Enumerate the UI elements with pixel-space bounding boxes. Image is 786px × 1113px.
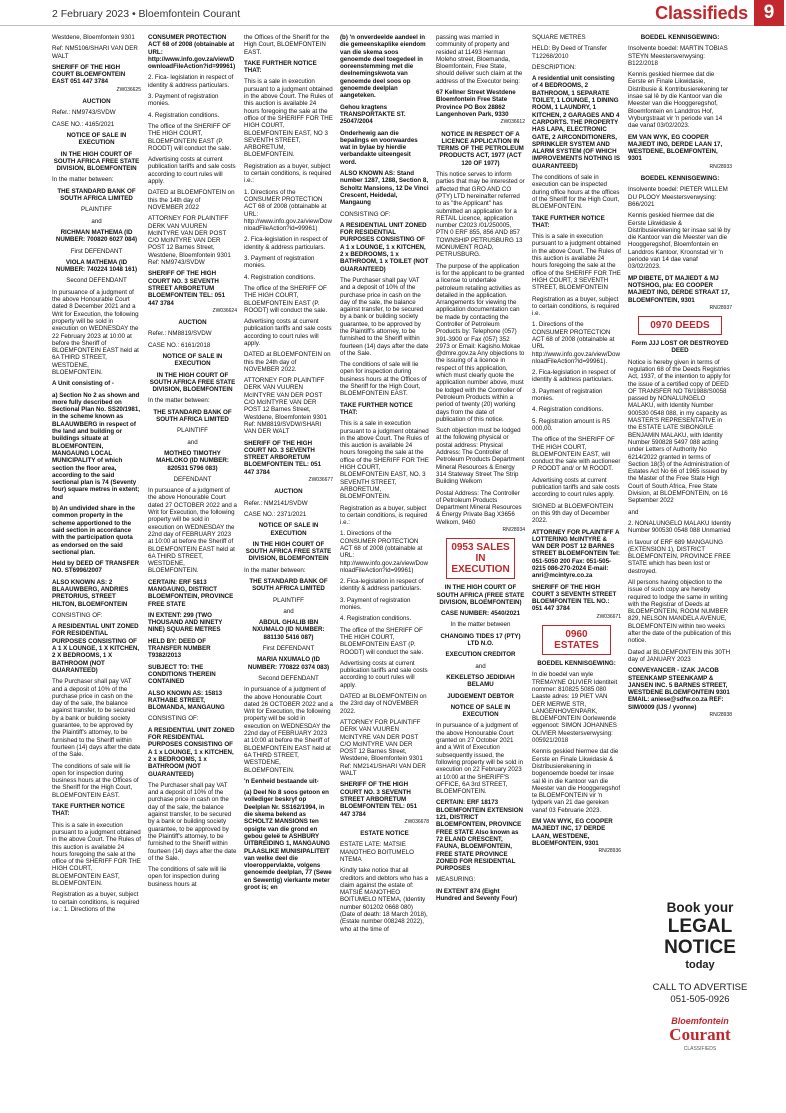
notice-text: CONSUMER PROTECTION ACT 68 of 2008 (obtainable at URL: http://www.info.gov.za/view/DownloadFileAction?id=99961) [148, 34, 236, 71]
notice-text: Kennis geskied hiermee dat die Eerste en Finale Likwidasie, Distribusie & Kontribusierekening ter insae sal lê by die Kantoor van die Meester van die Hooggeregshof, Bloemfontein en Landdros Hof, Vryburgstraat vir 'n periode van 14 dae vanaf 03/02/2023. [628, 71, 729, 130]
notice-text: SIGNED at BLOEMFONTEIN on this 9th day of December 2022. [532, 502, 614, 525]
notice-text: CHANGING TIDES 17 (PTY) LTD N.O. [440, 632, 521, 648]
promo-phone: 051-505-0926 [670, 994, 730, 1005]
notice-text: NOTICE OF SALE IN EXECUTION [162, 352, 223, 368]
notice-text: This is a sale in execution pursuant to a judgment obtained in the above Court. The Rules of this auction is available 24 hours foregoing the sale at the office of the SHERIFF FOR THE HIGH COURT, BLOEMFONTEIN EAST, NO. 3 SEVENTH STREET, ARBORETUM, BLOEMFONTEIN. [340, 420, 429, 501]
reference-number: ZW036671 [596, 613, 621, 620]
notice-text: (b) 'n onverdeelde aandeel in die gemeenskaplike eiendom van die skema soos genoemde deel toegedeel in ooreenstemming met die deelnemingskwota van genoemde deel soos op genoemde deelplan aangeteken. [340, 34, 426, 100]
notice-text: Such objection must be lodged at the following physical or postal address: Physical Address: The Controller of Petroleum Products Department Mineral Resources & Energy 314 Stateway Street The Strip Building Welkom [436, 427, 525, 486]
section-heading-box: 0953 SALES IN EXECUTION [446, 538, 515, 579]
notice-text: MARIA NXUMALO (ID NUMBER: 770822 0374 083) [247, 656, 330, 671]
notice-text: ALSO KNOWN AS: Stand number 1287, 1288, Section 8, Scholtz Mansions, 12 De Vinci Crescent, Heidedal, Mangaung [340, 170, 429, 207]
column-2 [148, 34, 237, 1109]
notice-text: 3. Payment of registration monies. [340, 596, 411, 612]
notice-text: First DEFENDANT [262, 645, 315, 653]
notice-text: TAKE FURTHER NOTICE THAT: [52, 803, 125, 818]
notice-text: IN THE HIGH COURT OF SOUTH AFRICA FREE STATE DIVISION, BLOEMFONTEIN [53, 150, 140, 173]
notice-text: ATTORNEY FOR PLAINTIFF DERK VAN VUUREN McINTYRE VAN DER POST C/O McINTYRE VAN DER POST 12 Barnes Street, Westdene, Bloemfontein 9301 Ref: NM2141/SHARI VAN DER WALT [340, 718, 426, 778]
notice-text: BOEDEL KENNISGEWING: [640, 34, 720, 41]
page-number: 9 [754, 0, 784, 26]
notice-text: CONSISTING OF: [340, 210, 391, 218]
notice-text: In pursuance of a judgment of the above Honourable Court granted on 27 October 2021 and a Writ of Execution subsequently issued, the following property will be sold in execution on 22 February 2023 at 10:00 at the SHERIFF'S OFFICE, 6A 3rd STREET, BLOEMFONTEIN. [436, 722, 524, 796]
notice-text: TAKE FURTHER NOTICE THAT: [244, 59, 317, 75]
notice-text: Insolvente boedel: PIETER WILLEM DU PLOOY Meestersverwysing: B66/2021 [628, 186, 728, 208]
notice-text: AUCTION [178, 319, 207, 327]
notice-text: TAKE FURTHER NOTICE THAT: [532, 214, 605, 229]
notice-text: In die boedel van wyle TREMAYNE OLIVIER Identiteit nommer: 810825 5085 080 Laaste adres: 19 PIET VAN DER MERWE STR, LANGENHOVENPARK, BLOEMFONTEIN Oorlewende eggenoot: SIMON JOHANNES OLIVIER Meestersverwysing: 005921/2018 [532, 671, 618, 745]
column-5 [436, 34, 525, 1109]
notice-text: CONSISTING OF: [52, 611, 103, 619]
notice-text: MP DIBETE, DT MAJIEDT & MJ NOTSHOG, p/a: EG COOPER MAJIEDT ING, DERDE STRAAT 17, BLOEMFONTEIN, 9301 [628, 274, 730, 304]
notice-text: 4. Registration conditions. [244, 273, 316, 281]
notice-text: 2. NONALUNGELO MALAKU Identity Number 900530 0548 088 Unmarried [628, 519, 732, 535]
notice-text: Registration as a buyer, subject to certain conditions, is required i.e.: 1. Directions of the [52, 891, 140, 913]
notice-text: SHERIFF OF THE HIGH COURT NO. 3 SEVENTH STREET ARBORETUM BLOEMFONTEIN TEL: 051 447 3784 [244, 439, 322, 476]
notice-text: The conditions of sale will lie open for inspection during business hours at [148, 866, 227, 888]
notice-text: IN THE HIGH COURT OF SOUTH AFRICA FREE STATE DIVISION, BLOEMFONTEIN [245, 540, 332, 563]
notice-text: 5. Registration amount is R5 000,00. [532, 417, 611, 432]
section-heading-box: 0970 DEEDS [638, 316, 722, 335]
notice-text: The Purchaser shall pay VAT and a deposit of 10% of the purchase price in cash on the day of the sale, the balance against transfer, to be secured by a bank or building society guarantee, to be approved by the Plaintiff's attorney, to be furnished to the Sheriff within fourteen (14) days after the date of the Sale. [340, 276, 429, 357]
notice-text: b) An undivided share in the common property in the scheme apportioned to the said section in accordance with the participation quota as endorsed on the said sectional plan. [52, 505, 135, 556]
notice-text: A RESIDENTIAL UNIT ZONED FOR RESIDENTIAL PURPOSES CONSISTING OF A 1 x LOUNGE, 1 x KITCHEN, 2 x BEDROOMS, 1 x BATHROOM (NOT GUARANTEED) [148, 726, 235, 778]
notice-text: NOTICE OF SALE IN EXECUTION [450, 703, 511, 719]
notice-text: Notice is hereby given in terms of regulation 68 of the Deeds Registries Act, 1937, of the intention to apply for the issue of a certified copy of DEED OF TRANSFER NO T6/1988/S0058 passed by NONALUNGELO MALAKU, with Identity Number 900530 0548 088, in my capacity as MASTER'S REPRESENTATIVE in the ESTATE LATE SIBONGILE BENJAMIN MALAKU, with Identity Number 590828 5497 088 acting under Letters of Authority No 6214/2022 granted in terms of Section 18(3) of the Administration of Estates Act No 66 of 1965 issued by the Master of the Free State High Court of South Africa, Free State Division, at BLOEMFONTEIN, on 16 September 2022 [628, 358, 731, 505]
notice-text: The Purchaser shall pay VAT and a deposit of 10% of the purchase price in cash on the day of the sale, the balance against transfer, to be secured by a bank or building society guarantee, to be approved by the Plaintiff's attorney, to be furnished to the Sheriff within fourteen (14) days after the date of the Sale. [52, 678, 141, 759]
notice-text: 3. Payment of registration monies. [148, 93, 219, 108]
notice-text: DESCRIPTION: [532, 63, 577, 71]
reference-number: ZW036625 [116, 86, 141, 93]
notice-text: ATTORNEY FOR PLAINTIFF DERK VAN VUUREN McINTYRE VAN DER POST C/O McINTYRE VAN DER POST 12 Barnes Street, Westdene, Bloemfontein 9301 Ref: NM9743/SVDW [148, 215, 231, 267]
notice-text: DATED at BLOEMFONTEIN on this the 24th day of NOVEMBER 2022. [244, 351, 331, 373]
notice-text: CASE NO.: 6161/2018 [148, 341, 211, 349]
notice-text: In the matter between [450, 621, 511, 629]
notice-text: A RESIDENTIAL UNIT ZONED FOR RESIDENTIAL PURPOSES CONSISTING OF A 1 X LOUNGE, 1 X KITCHEN, 2 X BEDROOMS, 1 X BATHROOM (NOT GUARANTEED) [52, 623, 140, 674]
notice-text: Form JJJ LOST OR DESTROYED DEED [631, 340, 729, 355]
notice-text: This is a sale in execution pursuant to a judgment obtained in the above Court. The Rules of this auction is available 24 hours foregoing the sale at the office of the SHERIFF FOR THE HIGH COURT, BLOEMFONTEIN EAST, NO 3 SEVENTH STREET, ARBORETUM, BLOEMFONTEIN. [244, 78, 333, 159]
notice-text: Advertising costs at current publication tariffs and sale costs according to court rules will apply. [244, 318, 332, 347]
notice-text: and [283, 607, 294, 615]
notice-text: SHERIFF OF THE HIGH COURT NO. 3 SEVENTH STREET ARBORETUM BLOEMFONTEIN TEL: 051 447 3784 [340, 781, 418, 818]
notice-text: In the matter between: [52, 176, 114, 184]
notice-text: The purpose of the application is for the applicant to be granted a license to undertake petroleum retailing activities as detailed in the application. Arrangements for viewing the application documentation can be made by contacting the Controller of Petroleum Products by: Telephone (057) 391-3900 or Fax (057) 352 2973 or Email: Kagisho.Mokae @dmre.gov.za Any objections to the issuing of a licence in respect of this application, which must clearly quote the application number above, must be lodged with the Controller of Petroleum Products within a period of twenty (20) working days from the date of publication of this notice. [436, 262, 525, 423]
notice-text: The office of the SHERIFF OF THE HIGH COURT, BLOEMFONTEIN EAST (P. ROODT) will conduct the sale. [244, 284, 328, 314]
notice-text: the Offices of the Sheriff for the High Court, BLOEMFONTEIN EAST. [244, 34, 330, 56]
notice-text: This notice serves to inform parties that may be interested or affected that GRO AND CO (PTY) LTD hereinafter referred to as "the Applicant" has submitted an application for a RETAIL Licence, application number C2023 /01/250005, PTN 0 ERF 855, 856 AND 857 TOWNSHIP PETRUSBURG 13 MONUMENT ROAD, PETRUSBURG. [436, 171, 525, 259]
notice-text: ALSO KNOWN AS: 15813 RATHABE STREET, BLOMANDA, MANGAUNG [148, 689, 225, 712]
notice-text: The conditions of sale will lie open for inspection during business hours at the Offices of the Sheriff for the High Court, BLOEMFONTEIN EAST. [52, 762, 139, 799]
notice-text: 67 Kellner Street Westdene Bloemfontein Free State Province PO Box 28862 Langenhoven Park, 9330 [436, 89, 516, 118]
notice-text: A RESIDENTIAL UNIT ZONED FOR RESIDENTIAL PURPOSES CONSISTING OF A 1 x LOUNGE, 1 x KITCHEN, 2 x BEDROOMS, 1 x BATHROOM, 1 x TOILET (NOT GUARANTEED) [340, 221, 429, 273]
notice-text: EXECUTION CREDITOR [445, 651, 516, 659]
notice-text: Registration as a buyer, subject to certain conditions, is required i.e.: [244, 162, 332, 185]
notice-text: 1. Directions of the CONSUMER PROTECTION ACT 68 of 2008 (obtainable at URL: http://www.info.gov.za/view/DownloadFileAction?id=99961) [340, 530, 428, 574]
reference-number: ZW036624 [212, 307, 237, 314]
notice-text: Advertising costs at current publication tariffs and sale costs according to court rules will apply. [340, 659, 428, 689]
promo-line-1: Book your [666, 900, 734, 915]
column-6 [532, 34, 621, 1109]
notice-text: HELD BY: DEED OF TRANSFER NUMBER T9382/2013 [148, 637, 211, 660]
notice-text: PLAINTIFF [273, 596, 304, 604]
section-title: Classifieds [655, 3, 748, 23]
notice-text: CASE NO.: 4165/2021 [52, 120, 115, 128]
notice-text: NOTICE OF SALE IN EXECUTION [66, 131, 127, 147]
notice-text: Gehou kragtens TRANSPORTAKTE ST. 25047/2004 [340, 103, 406, 126]
notice-text: SHERIFF OF THE HIGH COURT BLOEMFONTEIN EAST 051 447 3784 [52, 63, 126, 86]
notice-text: CASE NUMBER: 4540/2021 [440, 610, 521, 618]
notice-text: SHERIFF OF THE HIGH COURT NO. 3 SEVENTH STREET ARBORETUM BLOEMFONTEIN TEL: 051 447 3784 [148, 270, 226, 307]
notice-text: CONVEYANCER - IZAK JACOB STEENKAMP STEENKAMP & JANSEN INC. 5 BARNES STREET, WESTDENE BLOEMFONTEIN 9301 EMAIL: aniese@sdfw.co.za REF: SIM/0009 (IJS / yvonne) [628, 667, 730, 711]
column-3 [244, 34, 333, 1109]
notice-text: ESTATE LATE: MATSIE MANOTHEO BOITUMELO NTEMA [340, 841, 414, 863]
notice-text: Onderhewig aan die bepalings en voorwaardes wat in bylae by hierdie verbandakte uiteengesit word. [340, 129, 418, 166]
notice-text: and [475, 662, 486, 670]
notice-text: EM VAN WYK, EG COOPER MAJIEDT INC, 17 DERDE LAAN, WESTDENE, BLOEMFONTEIN, 9301 [532, 818, 613, 847]
notice-text: ATTORNEY FOR PLAINTIFF DERK VAN VUUREN McINTYRE VAN DER POST C/O McINTYRE VAN DER POST 12 Barnes Street, Westdene, Bloemfontein 9301 Ref: NM8819/SVDW/SHARI VAN DER WALT [244, 377, 327, 436]
notice-text: MEASURING: [436, 876, 476, 884]
notice-text: This is a sale in execution pursuant to a judgment obtained in the above Court. The Rules of this auction is available 24 hours foregoing the sale at the office of the SHERIFF FOR THE HIGH COURT, 3 SEVENTH STREET, BLOEMFONTEIN [532, 233, 621, 292]
notice-text: and [91, 217, 102, 225]
notice-text: ATTORNEY FOR PLAINTIFF A LOTTERING McINTYRE & VAN DER POST 12 BARNES STREET BLOEMFONTEIN Tel: 051-5050 200 Fax: 051-505-0215 086-270-2024 E-mail: anri@mcintyre.co.za [532, 528, 620, 580]
notice-text: HELD: By Deed of Transfer T12268/2010 [532, 45, 607, 60]
reference-number: RN/28933 [709, 163, 732, 170]
notice-text: PLAINTIFF [177, 427, 208, 435]
notice-text: and [628, 508, 639, 516]
notice-text: RICHMAN MATHEMA (ID NUMBER: 700820 6027 084) [55, 228, 138, 244]
notice-text: The office of the SHERIFF OF THE HIGH COURT, BLOEMFONTEIN EAST (P. ROODT) will conduct the sale. [148, 122, 232, 152]
notice-text: The Purchaser shall pay VAT and a deposit of 10% of the purchase price in cash on the day of the sale, the balance against transfer, to be secured by a bank or building society guarantee, to be approved by the Plaintiff's attorney, to be furnished to the Sheriff within fourteen (14) days after the date of the Sale. [148, 781, 237, 862]
notice-text: Kennis geskied hiermee dat die Eerste en Finale Likwidasie & Distribusierekening in bogenoemde boedel ter insae sal lê in die Kantoor van die Meester van die Hooggeregshof te BLOEMFONTEIN vir 'n tydperk van 21 dae gereken vanaf 03 Februarie 2023. [532, 748, 621, 814]
notice-text: NOTICE IN RESPECT OF A LICENCE APPLICATION IN TERMS OF THE PETROLEUM PRODUCTS ACT, 1977 (ACT 120 OF 1977) [437, 130, 524, 167]
notice-text: 3. Payment of registration monies. [244, 255, 315, 270]
issue-date-and-paper: 2 February 2023 • Bloemfontein Courant [52, 8, 241, 20]
notice-text: in favour of ERF 689 MANGAUNG (EXTENSION 1), DISTRICT BLOEMFONTEIN, PROVINCE FREE STATE which has been lost or destroyed. [628, 538, 731, 575]
notice-text: Kindly take notice that all creditors and debtors who has a claim against the estate of: MATSIE MANOTHEO BOITUMELO NTEMA, (Identity number 601202 0668 080) (Date of death: 18 March 2018), (Estate number 008248 2022), who at the time of [340, 867, 429, 933]
notice-text: and [187, 438, 198, 446]
notice-text: Advertising costs at current publication tariffs and sale costs according to court rules apply. [532, 476, 620, 499]
notice-text: IN THE HIGH COURT OF SOUTH AFRICA (FREE STATE DIVISION, BLOEMFONTEIN) [436, 584, 525, 606]
notice-text: PLAINTIFF [81, 206, 112, 214]
notice-text: JUDGEMENT DEBTOR [447, 692, 514, 700]
notice-text: 2. Fica-legislation in respect of identity & address particulars. [340, 578, 424, 593]
notice-text: ABDUL GHALIB IBN NXUMALO (ID NUMBER: 881130 5416 087) [252, 619, 325, 641]
reference-number: RN/28936 [598, 848, 621, 855]
notice-text: Second DEFENDANT [258, 674, 319, 682]
promo-line-2: LEGAL [667, 916, 733, 937]
notice-text: 1. Directions of the CONSUMER PROTECTION ACT 68 of 2008 (obtainable at URL: http://www.info.gov.za/view/DownloadFileAction?id=99961) [244, 188, 332, 233]
notice-text: passing was married in community of property and resided at 11493 Herman Moleho street, Bloemanda, Bloemfontein, Free State, should deliver such claim at the address of the Executor being: [436, 34, 523, 85]
notice-text: A Unit consisting of - [52, 380, 114, 388]
notice-text: The conditions of sale in execution can be inspected during office hours at the offices of the Sheriff for the High Court, BLOEMFONTEIN. [532, 174, 620, 211]
logo-sub: CLASSIFIEDS [683, 1046, 717, 1052]
notice-text: In pursuance of a judgment of the above Honourable Court dated 27 OCTOBER 2022 and a Writ for Execution, the following property will be sold in execution on WEDNESDAY the 22nd day of FEBRUARY 2023 at 10:00 at before the Sheriff of BLOEMFONTEIN EAST held at 6A THIRD STREET, WESTDENE, BLOEMFONTEIN. [148, 487, 237, 575]
notice-text: 4. Registration conditions. [340, 615, 412, 623]
notice-text: 1. Directions of the CONSUMER PROTECTION ACT 68 of 2008 (obtainable at URL http://www.info.gov.za/view/DownloadFileAction?id=99961). [532, 321, 620, 365]
notice-text: CERTAIN: ERF 5813 MANGAUNG, DISTRICT BLOEMFONTEIN, PROVINCE FREE STATE [148, 578, 234, 608]
notice-text: KEKELETSO JEDIDIAH BELAMU [446, 673, 515, 689]
notice-text: AUCTION [274, 488, 303, 496]
reference-number: ZW036677 [308, 477, 333, 484]
promo-call-to-advertise: CALL TO ADVERTISE [652, 982, 748, 993]
section-heading-box: 0960 ESTATES [542, 625, 611, 655]
notice-text: IN THE HIGH COURT OF SOUTH AFRICA FREE STATE DIVISION, BLOEMFONTEIN [149, 371, 236, 394]
notice-text: DEFENDANT [173, 475, 212, 483]
notice-text: 3. Payment of registration monies. [532, 387, 603, 403]
notice-text: CERTAIN: ERF 18173 BLOEMFONTEIN EXTENSION 121, DISTRICT BLOEMFONTEIN, PROVINCE FREE STATE Also known as 72 ELAND CRESCENT, FAUNA, BLOEMFONTEIN, FREE STATE PROVINCE ZONED FOR RESIDENTIAL PURPOSES [436, 799, 523, 873]
notice-text: All persons having objection to the issue of such copy are hereby required to lodge the same in writing with the Registrar of Deeds at BLOEMFONTEIN, ROOM NUMBER 829, NELSON MANDELA AVENUE, BLOEMFONTEIN within two weeks after the date of the publication of this notice. [628, 579, 732, 645]
notice-text: CONSISTING OF: [148, 715, 199, 723]
notice-text: In the matter between: [244, 566, 306, 574]
column-4 [340, 34, 429, 1109]
notice-text: 2. Fica-legislation in respect of identity & address particulars. [532, 369, 616, 384]
notice-text: Westdene, Bloemfontein 9301 [52, 34, 135, 41]
notice-text: Registration as a buyer, subject to certain conditions, is required i.e.: [340, 504, 428, 527]
notice-text: 4. Registration conditions. [148, 111, 220, 119]
notice-text: SQUARE METRES [532, 34, 586, 41]
notice-text: Refer.: NM9743/SVDW [52, 109, 116, 117]
notice-text: MOTHEO TIMOTHY MAHLOKO (ID NUMBER: 820531 5796 083) [156, 449, 229, 472]
notice-text: TAKE FURTHER NOTICE THAT: [340, 401, 413, 416]
notice-text: Registration as a buyer, subject to certain conditions, is required i.e. [532, 295, 620, 318]
promo-line-4: today [685, 959, 715, 971]
notice-text: This is a sale in execution pursuant to a judgment obtained in the above Court. The Rules of this auction is available 24 hours foregoing the sale at the office of the SHERIFF FOR THE HIGH COURT, BLOEMFONTEIN EAST, BLOEMFONTEIN. [52, 821, 141, 887]
notice-text: CASE NO.: 2371/2021 [244, 510, 307, 518]
notice-text: NOTICE OF SALE IN EXECUTION [258, 522, 319, 537]
reference-number: RN/28938 [709, 712, 732, 719]
notice-text: AUCTION [82, 98, 111, 106]
notice-text: BOEDEL KENNISGEWING: [640, 175, 720, 183]
notice-text: THE STANDARD BANK OF SOUTH AFRICA LIMITED [249, 578, 328, 593]
notice-text: VIOLA MATHEMA (ID NUMBER: 740224 1048 161) [55, 258, 138, 274]
notice-text: ESTATE NOTICE [360, 830, 409, 838]
notice-text: Refer.: NM2141/SVDW [244, 499, 308, 507]
notice-text: 'n Eenheid bestaande uit- [244, 777, 319, 785]
notice-text: Dated at BLOEMFONTEIN this 30TH day of JANUARY 2023 [628, 648, 731, 663]
notice-text: First DEFENDANT [70, 247, 123, 255]
notice-text: A residential unit consisting of 4 BEDROOMS, 2 BATHROOM, 1 SEPARATE TOILET, 1 LOUNGE, 1 DINING ROOM, 1 LAUNDRY, 1 KITCHEN, 2 GARAGES AND 4 CARPORTS. THE PROPERTY HAS LAPA, ELECTRONIC GATE, 2 AIRCONDITIONERS, SPRINKLER SYSTEM AND ALARM SYSTEM (OF WHICH IMPROVEMENTS NOTHING IS GUARANTEED) [532, 75, 621, 170]
logo-top: Bloemfontein [671, 1016, 729, 1026]
notice-text: IN EXTENT: 299 (TWO THOUSAND AND NINETY NINE) SQUARE METRES [148, 611, 223, 634]
notice-text: Kennis geskied hiermee dat die Eerste Likwidasie & Distribusierekening ter insae sal lê by die Kantoor van die Meester van die Hooggeregshof, Bloemfontein en Landdros Kantoor, Kroonstad vir 'n periode van 14 dae vanaf 03/02/2023. [628, 212, 731, 271]
notice-text: DATED at BLOEMFONTEIN on the 23rd day of NOVEMBER 2022. [340, 693, 427, 715]
notice-text: Insolvente boedel: MARTIN TOBIAS STEYN Meestersverwysing: B122/2018 [628, 45, 728, 67]
logo-main: Courant [669, 1025, 731, 1044]
notice-text: ALSO KNOWN AS: 2 BLAAUWBERG, ANDRIES PRETORIUS, STREET HILTON, BLOEMFONTEIN [52, 578, 129, 608]
notice-text: (a) Deel No 8 soos getoon en vollediger beskryf op Deelplan Nr. SS162/1994, in die skema bekend as SCHOLTZ MANSIONS ten opsigte van die grond en gebou geleë te ASHBURY UITBREIDING 1, MANGAUNG PLAASLIKE MUNISIPALITEIT van welke deel die vloeroppervlakte, volgens genoemde deelplan, 77 (Sewe en Sewentig) vierkante meter groot is; en [244, 789, 332, 891]
promo-line-3: NOTICE [664, 937, 736, 958]
notice-text: 4. Registration conditions. [532, 406, 604, 414]
notice-text: EM VAN WYK, EG COOPER MAJIEDT ING, DERDE LAAN 17, WESTDENE, BLOEMFONTEIN, 9301 [628, 133, 723, 163]
reference-number: ZW036678 [404, 818, 429, 825]
notice-text: SUBJECT TO: THE CONDITIONS THEREIN CONTAINED [148, 663, 216, 686]
page-header [0, 0, 786, 26]
notice-text: SHERIFF OF THE HIGH COURT 3 SEVENTH STREET BLOEMFONTEIN TEL NO.: 051 447 3784 [532, 583, 617, 613]
notice-text: Ref: NM5106/SHARI VAN DER WALT [52, 45, 138, 60]
notice-text: a) Section No 2 as shown and more fully described on Sectional Plan No. SS20/1981, in the scheme known as BLAAUWBERG in respect of the land and building or buildings situate at BLOEMFONTEIN, MANGAUNG LOCAL MUNICIPALITY of which section the floor area, according to the said sectional plan is 74 (Seventy four) square metres in extent; and [52, 391, 141, 501]
notice-text: DATED at BLOEMFONTEIN on this the 14th day of NOVEMBER 2022 [148, 189, 235, 211]
notice-text: In pursuance of a judgment of the above Honourable Court dated 8 December 2021 and a Writ for Execution, the following property will be sold in execution on WEDNESDAY the 22 February 2023 at 10:00 at before the Sheriff of BLOEMFONTEIN EAST held at 6A THIRD STREET, WESTDENE, BLOEMFONTEIN. [52, 288, 139, 376]
notice-text: THE STANDARD BANK OF SOUTH AFRICA LIMITED [57, 187, 136, 203]
column-1 [52, 34, 141, 1109]
notice-text: Held by DEED OF TRANSFER NO. ST6996/2007 [52, 560, 139, 575]
notice-text: In the matter between: [148, 397, 210, 405]
notice-text: 2. Fica-legislation in respect of identity & address particulars. [244, 236, 328, 251]
notice-text: 2. Fica- legislation in respect of identity & address particulars. [148, 74, 234, 89]
notice-text: Second DEFENDANT [66, 277, 127, 285]
notice-text: The conditions of sale will lie open for inspection during business hours at the Offices of the Sheriff for the High Court, BLOEMFONTEIN EAST. [340, 361, 427, 398]
notice-text: In pursuance of a judgment of the above Honourable Court dated 26 OCTOBER 2022 and a Writ for Execution, the following property will be sold in execution on WEDNESDAY the 22nd day of FEBRUARY 2023 at 10:00 at before the Sheriff of BLOEMFONTEIN EAST held at 6A THIRD STREET, WESTDENE, BLOEMFONTEIN. [244, 686, 333, 774]
notice-text: Advertising costs at current publication tariffs and sale costs according to court rules will apply. [148, 156, 236, 186]
reference-number: ZW036612 [500, 119, 525, 126]
notice-text: THE STANDARD BANK OF SOUTH AFRICA LIMITED [153, 408, 232, 424]
legal-notice-promo [650, 900, 750, 1090]
courant-classifieds-logo [650, 1014, 750, 1056]
notice-text: The office of the SHERIFF OF THE HIGH COURT, BLOEMFONTEIN EAST, will conduct the sale with auctioneer P ROODT and/ or M ROODT. [532, 436, 621, 473]
notice-text: BOEDEL KENNISGEWING: [537, 660, 616, 668]
notice-text: Postal Address: The Controller of Petroleum Products Department Mineral Resources & Energy Private Bag X3656 Welkom, 9460 [436, 489, 522, 526]
notice-text: Refer.: NM8819/SVDW [148, 330, 212, 338]
notice-text: IN EXTENT 874 (Eight Hundred and Seventy Four) [436, 887, 518, 902]
notice-text: The office of the SHERIFF OF THE HIGH COURT, BLOEMFONTEIN EAST (P. ROODT) will conduct the sale. [340, 626, 424, 656]
reference-number: RN/28937 [709, 304, 732, 311]
reference-number: RN/28934 [502, 527, 525, 533]
